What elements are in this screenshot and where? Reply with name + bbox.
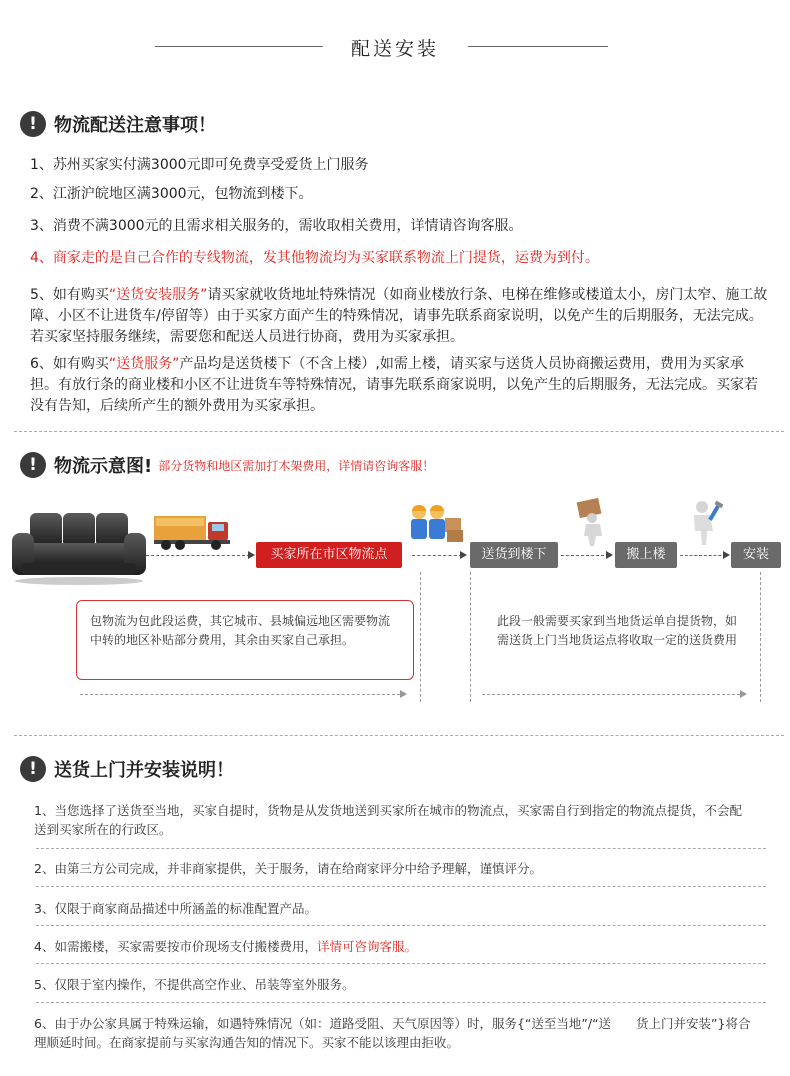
rule-item-6 [30, 354, 770, 417]
section-title: 物流配送注意事项！ [54, 115, 216, 136]
note-left-text: 包物流为包此段运费，其它城市、县城偏远地区需要物流中转的地区补贴部分费用，其余由买家自己承担。 [90, 614, 391, 647]
section-header-logistics-notes [20, 111, 216, 137]
title-rule-right [468, 46, 608, 47]
flow-connector [470, 572, 471, 702]
flow-connector [760, 572, 761, 702]
arrow-head [248, 551, 255, 559]
section-divider [14, 735, 784, 736]
arrow-head [606, 551, 613, 559]
install-note-4-text: 4、如需搬楼，买家需要按市价现场支付搬楼费用， [34, 939, 317, 954]
step-city-logistics-point: 买家所在市区物流点 [256, 542, 402, 568]
truck-icon [152, 512, 234, 552]
rule-item-3: 3、消费不满3000元的且需求相关服务的，需收取相关费用，详情请咨询客服。 [30, 218, 523, 234]
flow-arrow [146, 555, 250, 556]
exclamation-icon: ! [20, 111, 46, 137]
rule-item-4: 4、商家走的是自己合作的专线物流，发其他物流均为买家联系物流上门提货，运费为到付。 [30, 250, 599, 266]
rule-item-6-text: 产品均是送货楼下（不含上楼）,如需上楼，请买家与送货人员协商搬运费用，费用为买家承担。有放行条的商业楼和小区不让进货车等特殊情况，请事先联系商家说明，以免产生的后期服务，无法完成。买家若没有告知，后续所产生的额外费用为买家承担。 [30, 356, 758, 414]
note-divider [36, 1002, 766, 1003]
note-arrow [482, 694, 740, 695]
note-arrow [80, 694, 400, 695]
exclamation-icon: ! [20, 756, 46, 782]
step-install: 安装 [731, 542, 781, 568]
step-deliver-downstairs: 送货到楼下 [470, 542, 558, 568]
flow-arrow [412, 555, 462, 556]
install-note-4-contact: 详情可咨询客服。 [316, 939, 417, 954]
arrow-head [740, 690, 747, 698]
install-note-6: 6、由于办公家具属于特殊运输，如遇特殊情况（如：道路受阻、天气原因等）时，服务{“送至当地”/“送 货上门并安装”}将合理顺延时间。在商家提前与买家沟通告知的情况下。买家不能以该理由拒收。 [34, 1016, 751, 1050]
section-divider [14, 431, 784, 432]
rule-item-6-prefix: 6、如有购买 [30, 356, 109, 372]
exclamation-icon: ! [20, 452, 46, 478]
arrow-head [723, 551, 730, 559]
note-divider [36, 848, 766, 849]
flow-connector [420, 572, 421, 702]
arrow-head [400, 690, 407, 698]
carry-box-icon [570, 498, 614, 548]
sofa-icon [10, 507, 148, 587]
section-header-delivery-install [20, 756, 234, 782]
install-note-5: 5、仅限于室内操作，不提供高空作业、吊装等室外服务。 [34, 977, 355, 992]
assemble-icon [686, 499, 726, 547]
rule-item-6-service: “送货服务” [108, 356, 180, 372]
section-note: 部分货物和地区需加打木架费用，详情请咨询客服！ [158, 458, 435, 473]
title-rule-left [155, 46, 323, 47]
install-note-4 [34, 937, 754, 956]
note-divider [36, 886, 766, 887]
note-divider [36, 963, 766, 964]
flow-arrow [561, 555, 609, 556]
section-header-logistics-diagram [20, 452, 434, 478]
section-title: 送货上门并安装说明！ [54, 760, 234, 781]
page-title: 配送安装 [350, 38, 439, 60]
rule-item-1: 1、苏州买家实付满3000元即可免费享受爱货上门服务 [30, 157, 369, 173]
rule-item-5-service: “送货安装服务” [108, 287, 208, 303]
section-title: 物流示意图! [54, 456, 153, 477]
step-carry-upstairs: 搬上楼 [615, 542, 677, 568]
install-note-2: 2、由第三方公司完成，并非商家提供，关于服务，请在给商家评分中给予理解，谨慎评分。 [34, 861, 542, 876]
rule-item-5-text: 请买家就收货地址特殊情况（如商业楼放行条、电梯在维修或楼道太小，房门太窄、施工故障、小区不让进货车/停留等）由于买家方面产生的特殊情况，请事先联系商家说明，以免产生的后期服务，无法完成。若买家坚持服务继续，需要您和配送人员进行协商，费用为买家承担。 [30, 287, 768, 345]
rule-item-5 [30, 285, 770, 348]
install-note-1: 1、当您选择了送货至当地，买家自提时，货物是从发货地送到买家所在城市的物流点，买家需自行到指定的物流点提货，不会配送到买家所在的行政区。 [34, 803, 742, 837]
note-right-text: 此段一般需要买家到当地货运单自提货物，如需送货上门当地货运点将收取一定的送货费用 [497, 614, 738, 647]
flow-arrow [680, 555, 726, 556]
arrow-head [460, 551, 467, 559]
workers-icon [405, 502, 465, 544]
rule-item-2: 2、江浙沪皖地区满3000元，包物流到楼下。 [30, 186, 313, 202]
install-note-3: 3、仅限于商家商品描述中所涵盖的标准配置产品。 [34, 901, 317, 916]
rule-item-5-prefix: 5、如有购买 [30, 287, 109, 303]
note-divider [36, 925, 766, 926]
